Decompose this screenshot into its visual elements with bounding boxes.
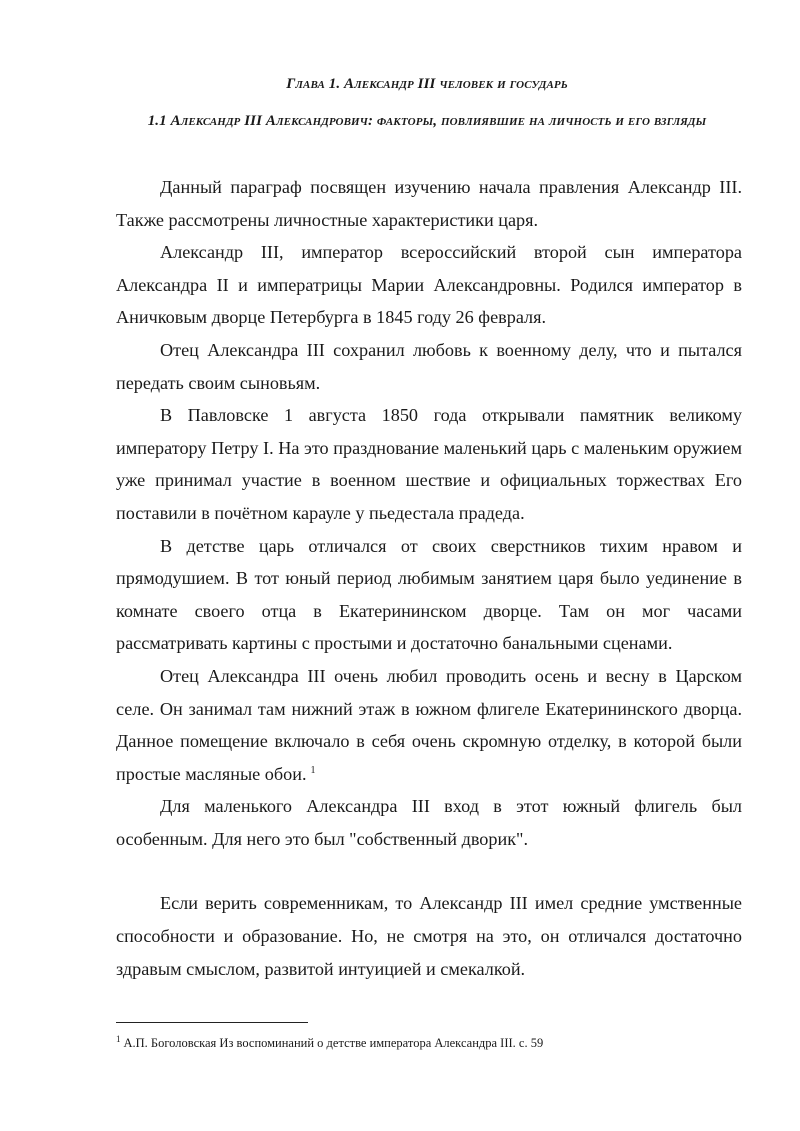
footnote-reference[interactable]: 1 — [310, 764, 316, 776]
paragraph-5: В детстве царь отличался от своих сверстников тихим нравом и прямодушием. В тот юный период любимым занятием царя было уединение в комнате своего отца в Екатерининском дворце. Там он мог часами рассматривать картины с простыми и достаточно банальными сценами. — [116, 535, 742, 654]
body-text — [116, 171, 742, 985]
footnote-text: А.П. Боголовская Из воспоминаний о детстве императора Александра III. с. 59 — [123, 1036, 544, 1050]
section-heading: 1.1 Александр III Александрович: факторы, повлиявшие на личность и его взгляды — [147, 113, 707, 129]
paragraph-8: Если верить современникам, то Александр III имел средние умственные способности и образование. Но, не смотря на это, он отличался достаточно здравым смыслом, развитой интуицией и смекалкой. — [116, 893, 742, 979]
paragraph-1: Данный параграф посвящен изучению начала правления Александр III. Также рассмотрены личностные характеристики царя. — [116, 177, 742, 230]
paragraph-4: В Павловске 1 августа 1850 года открывали памятник великому императору Петру I. На это празднование маленький царь с маленьким оружием уже принимал участие в военном шествие и официальных торжествах Его поставили в почётном карауле у пьедестала прадеда. — [116, 405, 742, 523]
footnote-number: 1 — [116, 1033, 121, 1044]
paragraph-7: Для маленького Александра III вход в этот южный флигель был особенным. Для него это был "собственный дворик". — [116, 796, 742, 849]
paragraph-2: Александр III, император всероссийский второй сын императора Александра II и императрицы Марии Александровны. Родился император в Аничковым дворце Петербурга в 1845 году 26 февраля. — [116, 242, 742, 328]
footnote-separator — [116, 1022, 308, 1023]
paragraph-3: Отец Александра III сохранил любовь к военному делу, что и пытался передать своим сыновьям. — [116, 339, 742, 393]
footnote — [116, 1034, 756, 1052]
paragraph-6 — [116, 660, 742, 790]
chapter-heading: Глава 1. Александр III человек и государь — [286, 76, 568, 92]
paragraph-6-text: Отец Александра III очень любил проводить осень и весну в Царском селе. Он занимал там нижний этаж в южном флигеле Екатерининского дворца. Данное помещение включало в себя очень скромную отделку, в которой были простые масляные обои. — [116, 665, 742, 784]
